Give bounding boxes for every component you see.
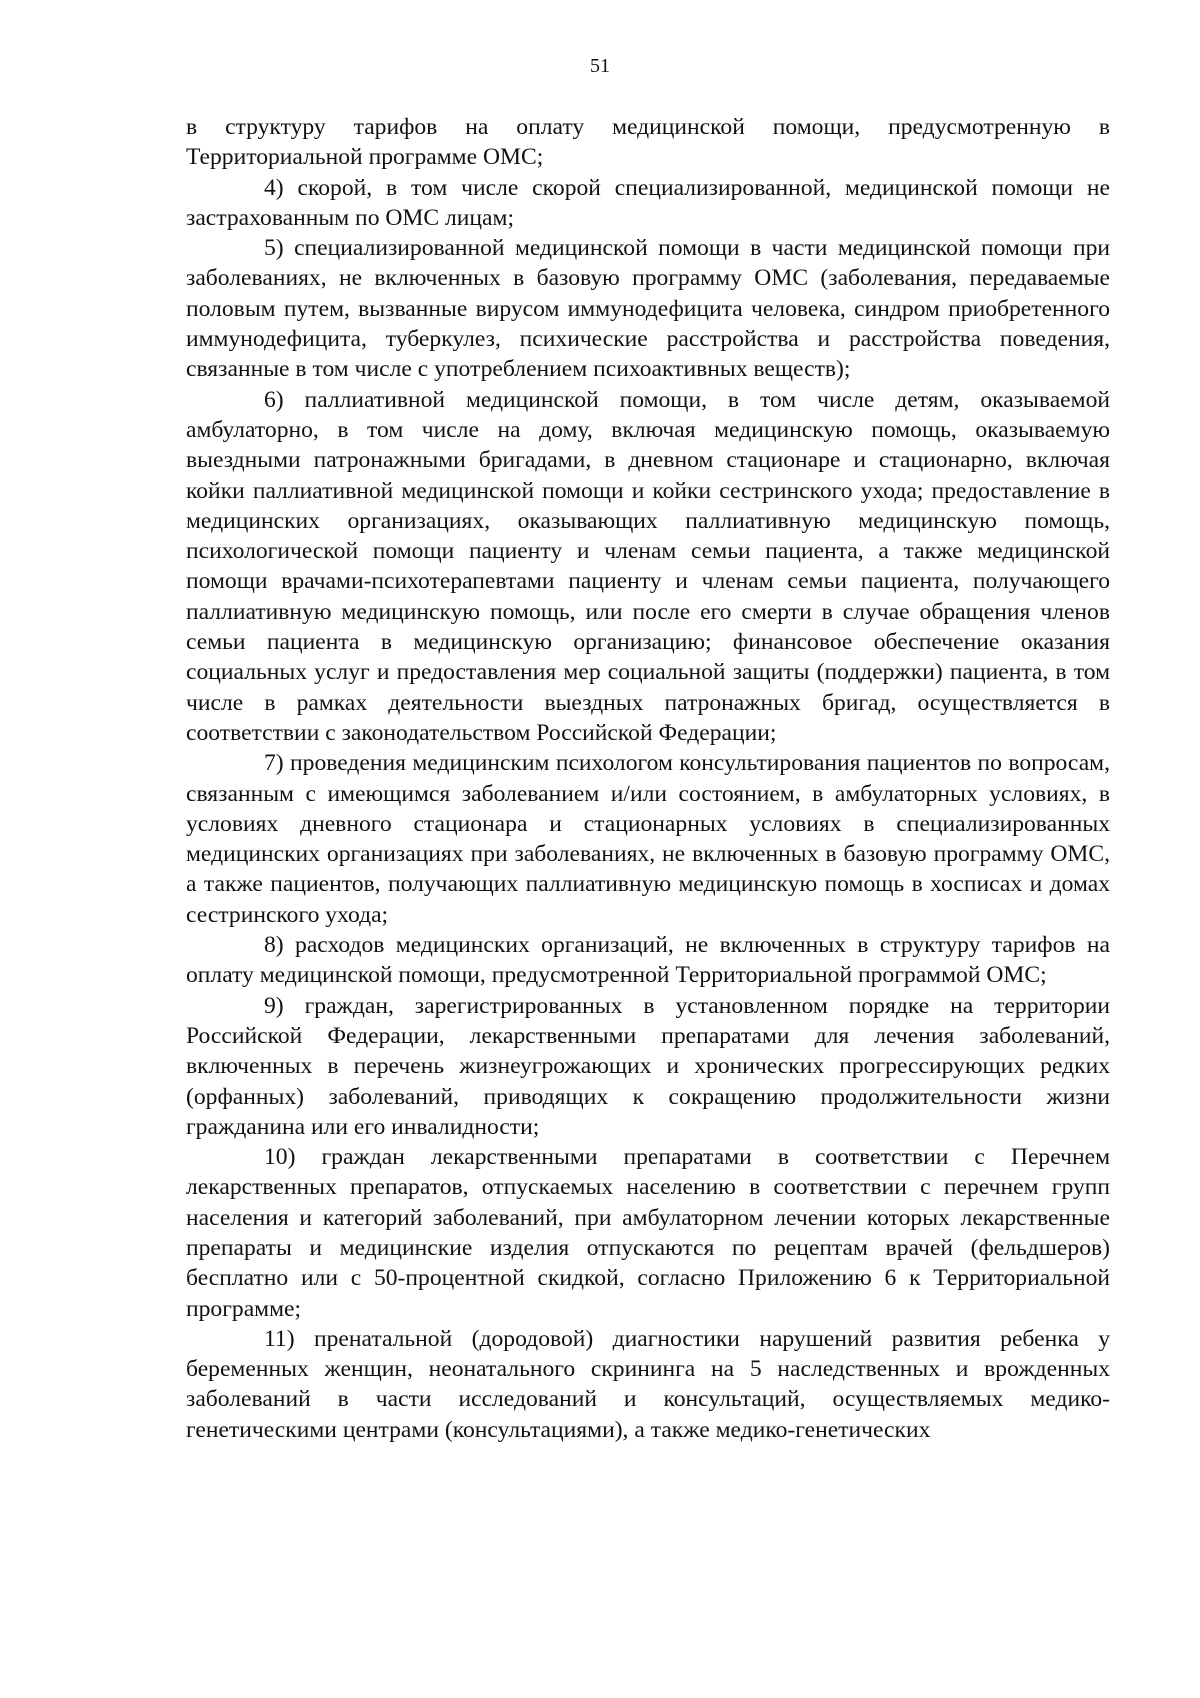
- paragraph-item-4: 4) скорой, в том числе скорой специализированной, медицинской помощи не застрахованным по ОМС лицам;: [186, 174, 1110, 231]
- paragraph-item-5: 5) специализированной медицинской помощи в части медицинской помощи при заболеваниях, не включенных в базовую программу ОМС (заболевания, передаваемые половым путем, вызванные вирусом иммунодефицита человека, синдром приобретенного иммунодефицита, туберкулез, психические расстройства и расстройства поведения, связанные в том числе с употреблением психоактивных веществ);: [186, 235, 1110, 383]
- paragraph-item-7: 7) проведения медицинским психологом консультирования пациентов по вопросам, связанным с имеющимся заболеванием и/или состоянием, в амбулаторных условиях, в условиях дневного стационара и стационарных условиях в специализированных медицинских организациях при заболеваниях, не включенных в базовую программу ОМС, а также пациентов, получающих паллиативную медицинскую помощь в хосписах и домах сестринского ухода;: [186, 750, 1110, 928]
- paragraph-item-9: 9) граждан, зарегистрированных в установленном порядке на территории Российской Федерации, лекарственными препаратами для лечения заболеваний, включенных в перечень жизнеугрожающих и хронических прогрессирующих редких (орфанных) заболеваний, приводящих к сокращению продолжительности жизни гражданина или его инвалидности;: [186, 992, 1110, 1140]
- paragraph-continuation: в структуру тарифов на оплату медицинской помощи, предусмотренную в Территориальной программе ОМС;: [186, 114, 1110, 171]
- paragraph-item-6: 6) паллиативной медицинской помощи, в том числе детям, оказываемой амбулаторно, в том числе на дому, включая медицинскую помощь, оказываемую выездными патронажными бригадами, в дневном стационаре и стационарно, включая койки паллиативной медицинской помощи и койки сестринского ухода; предоставление в медицинских организациях, оказывающих паллиативную медицинскую помощь, психологической помощи пациенту и членам семьи пациента, а также медицинской помощи врачами-психотерапевтами пациенту и членам семьи пациента, получающего паллиативную медицинскую помощь, или после его смерти в случае обращения членов семьи пациента в медицинскую организацию; финансовое обеспечение оказания социальных услуг и предоставления мер социальной защиты (поддержки) пациента, в том числе в рамках деятельности выездных патронажных бригад, осуществляется в соответствии с законодательством Российской Федерации;: [186, 386, 1110, 746]
- paragraph-item-8: 8) расходов медицинских организаций, не включенных в структуру тарифов на оплату медицинской помощи, предусмотренной Территориальной программой ОМС;: [186, 932, 1110, 989]
- paragraph-item-11: 11) пренатальной (дородовой) диагностики нарушений развития ребенка у беременных женщин, неонатального скрининга на 5 наследственных и врожденных заболеваний в части исследований и консультаций, осуществляемых медико-генетическими центрами (консультациями), а также медико-генетических: [186, 1325, 1110, 1443]
- document-body: [186, 112, 1110, 1445]
- paragraph-item-10: 10) граждан лекарственными препаратами в соответствии с Перечнем лекарственных препаратов, отпускаемых населению в соответствии с перечнем групп населения и категорий заболеваний, при амбулаторном лечении которых лекарственные препараты и медицинские изделия отпускаются по рецептам врачей (фельдшеров) бесплатно или с 50-процентной скидкой, согласно Приложению 6 к Территориальной программе;: [186, 1144, 1110, 1322]
- page-number: 51: [590, 55, 610, 77]
